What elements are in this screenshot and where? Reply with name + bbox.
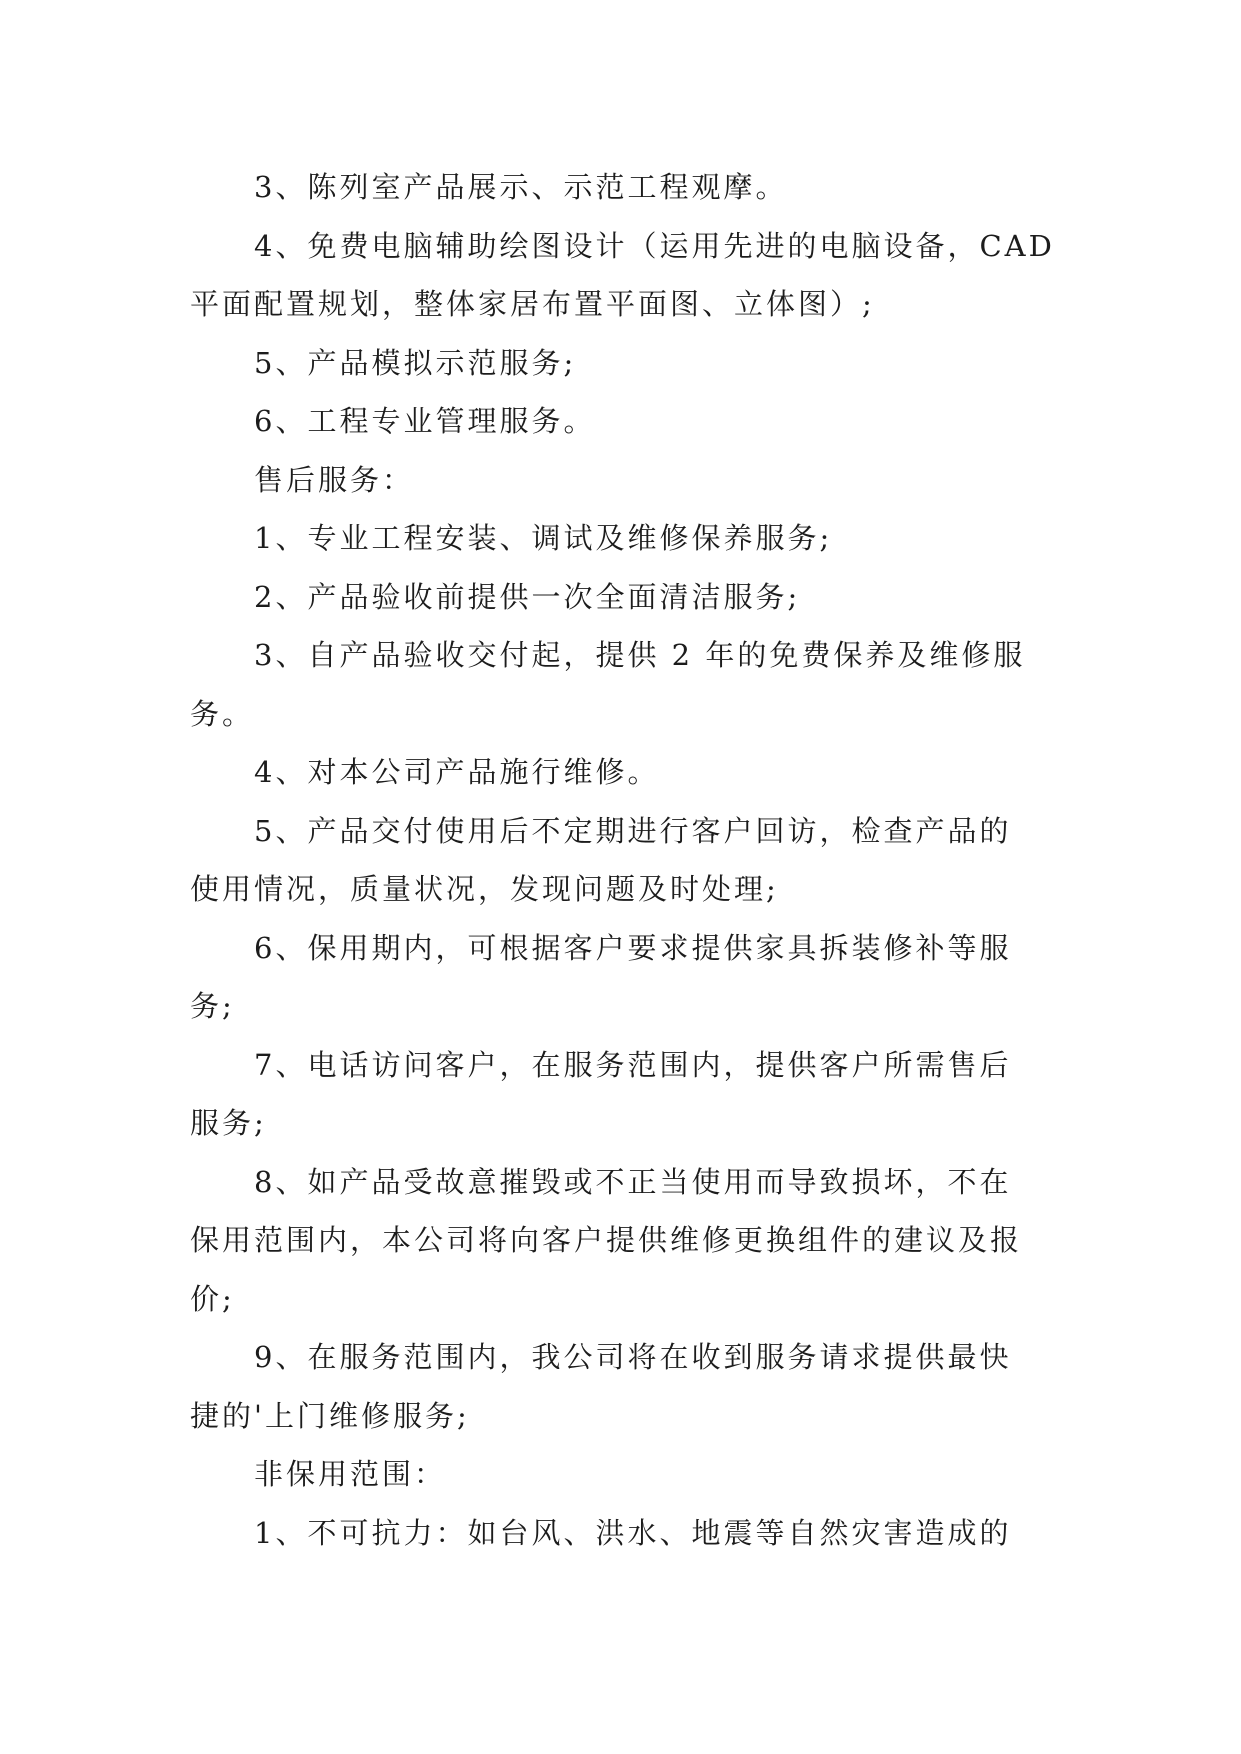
paragraph-line: 非保用范围：	[254, 1457, 447, 1491]
paragraph-line: 捷的'上门维修服务;	[190, 1398, 470, 1433]
paragraph-cleaning	[190, 568, 1052, 627]
paragraph-line: 平面配置规划，整体家居布置平面图、立体图）;	[190, 287, 875, 321]
paragraph-line: 务;	[190, 989, 235, 1023]
paragraph-disassembly	[190, 919, 1052, 1036]
paragraph-line: 1、专业工程安装、调试及维修保养服务;	[254, 521, 833, 555]
paragraph-line: 保用范围内，本公司将向客户提供维修更换组件的建议及报	[190, 1223, 1023, 1257]
paragraph-line: 使用情况，质量状况，发现问题及时处理;	[190, 872, 779, 906]
paragraph-line: 价;	[190, 1281, 235, 1316]
paragraph-repair	[190, 743, 1052, 802]
paragraph-line: 售后服务：	[254, 462, 415, 497]
paragraph-showroom	[190, 158, 1052, 217]
paragraph-line: 2、产品验收前提供一次全面清洁服务;	[254, 579, 801, 614]
document-body	[190, 158, 1055, 1562]
paragraph-line: 6、保用期内，可根据客户要求提供家具拆装修补等服	[254, 930, 1012, 965]
paragraph-damage-exclusion	[190, 1153, 1052, 1329]
paragraph-warranty	[190, 626, 1052, 743]
paragraph-line: 3、自产品验收交付起，提供 2 年的免费保养及维修服	[254, 638, 1026, 672]
paragraph-line: 8、如产品受故意摧毁或不正当使用而导致损坏，不在	[254, 1164, 1012, 1199]
paragraph-line: 服务;	[190, 1106, 267, 1140]
paragraph-line: 5、产品交付使用后不定期进行客户回访，检查产品的	[254, 813, 1012, 848]
paragraph-line: 1、不可抗力：如台风、洪水、地震等自然灾害造成的	[254, 1515, 1012, 1550]
paragraph-customer-visits	[190, 802, 1052, 919]
paragraph-force-majeure	[190, 1504, 1052, 1563]
paragraph-line: 3、陈列室产品展示、示范工程观摩。	[254, 170, 788, 204]
paragraph-line: 4、免费电脑辅助绘图设计（运用先进的电脑设备，CAD	[254, 228, 1055, 263]
paragraph-line: 5、产品模拟示范服务;	[254, 345, 577, 380]
paragraph-line: 4、对本公司产品施行维修。	[254, 755, 660, 789]
paragraph-line: 7、电话访问客户，在服务范围内，提供客户所需售后	[254, 1047, 1012, 1082]
paragraph-simulation	[190, 334, 1052, 393]
paragraph-installation	[190, 509, 1052, 568]
section-heading-after-sales	[190, 451, 1052, 510]
paragraph-phone-service	[190, 1036, 1052, 1153]
paragraph-line: 9、在服务范围内，我公司将在收到服务请求提供最快	[254, 1340, 1012, 1374]
section-heading-non-warranty	[190, 1445, 1052, 1504]
paragraph-cad-design	[190, 217, 1055, 334]
paragraph-onsite-repair	[190, 1328, 1052, 1445]
paragraph-line: 务。	[190, 696, 255, 731]
paragraph-project-management	[190, 392, 1052, 451]
paragraph-line: 6、工程专业管理服务。	[254, 404, 596, 438]
